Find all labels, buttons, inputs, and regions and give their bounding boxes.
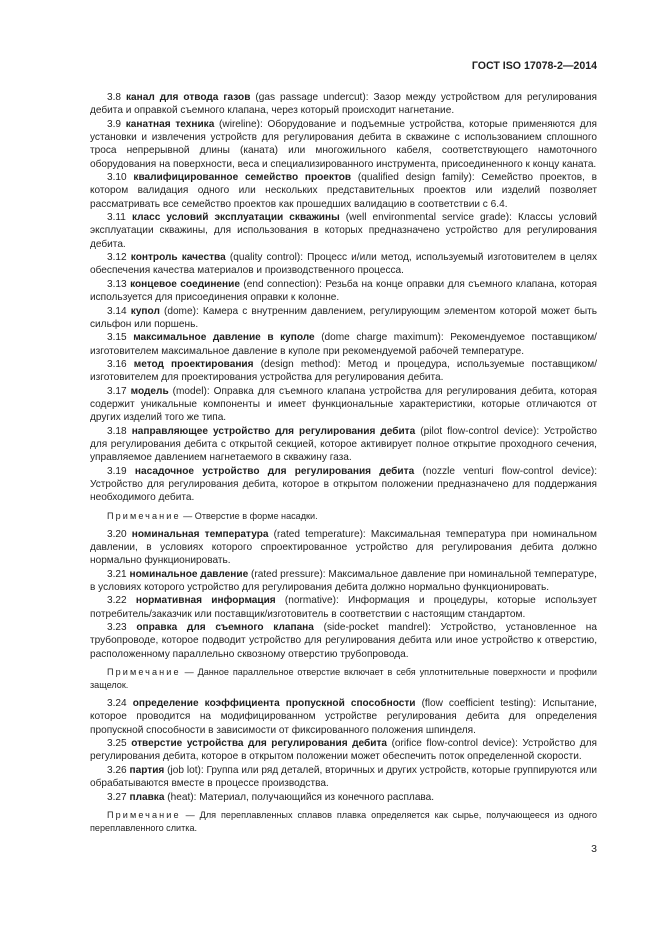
definition-3-18 <box>90 425 597 465</box>
definition-term: модель <box>130 385 169 397</box>
definition-number: 3.26 <box>107 764 127 776</box>
definition-term: квалифицированное семейство проектов <box>133 172 352 184</box>
definition-number: 3.8 <box>107 92 122 103</box>
definition-3-11 <box>90 211 597 251</box>
note-label: Примечание <box>107 809 181 820</box>
definition-3-8 <box>90 91 597 118</box>
note-3-19 <box>90 510 597 523</box>
definition-text: (model): Оправка для съемного клапана устройства для регулирования дебита, которая содержит уникальные компоненты и имеет функциональные характеристики, которые отличаются от других изделий того же типа. <box>90 385 598 424</box>
definition-number: 3.9 <box>107 118 122 130</box>
definition-number: 3.13 <box>107 278 127 290</box>
definition-text: (wireline): Оборудование и подъемные устройства, которые применяются для установки и извлечения устройств для регулирования дебита в скважине с использованием сплошного троса непрерывной длины (каната) или многожильного кабеля, соответствующего намоточного оборудования на поверхности, веса и специализированного инструмента, присоединенного к концу каната. <box>90 118 597 170</box>
definition-text: (quality control): Процесс и/или метод, используемый изготовителем в целях обеспечения качества материалов и производственного процесса. <box>90 252 597 277</box>
definition-text: (side-pocket mandrel): Устройство, установленное на трубопроводе, которое подводит устройство для регулирования дебита или иное устройство к отверстию, расположенному параллельно сквозному отверстию трубопровода. <box>90 622 597 660</box>
definition-term: отверстие устройства для регулирования дебита <box>131 738 388 750</box>
definition-text: (job lot): Группа или ряд деталей, вторичных и других устройств, которые группируются или обрабатываются вместе в процессе производства. <box>90 764 598 790</box>
definition-text: (nozzle venturi flow-control device): Устройство для регулирования дебита, которое в открытом положении предназначено для поддержания необходимого дебита. <box>90 465 597 504</box>
definition-text: (normative): Информация и процедуры, которые использует потребитель/заказчик или поставщик/изготовитель в соответствии с настоящим стандартом. <box>90 595 597 620</box>
definition-text: (heat): Материал, получающийся из конечного расплава. <box>167 791 435 803</box>
definition-number: 3.16 <box>107 358 127 370</box>
definition-3-16 <box>90 358 597 385</box>
note-text: — Для переплавленных сплавов плавка определяется как сырье, получающееся из одного переплавленного слитка. <box>90 809 598 833</box>
note-text: — Данное параллельное отверстие включает в себя уплотнительные поверхности и профили защелок. <box>90 667 598 691</box>
definition-3-14 <box>90 305 597 332</box>
definition-term: определение коэффициента пропускной способности <box>132 698 416 710</box>
definition-3-25 <box>90 737 597 764</box>
definition-term: номинальная температура <box>131 528 269 540</box>
definition-term: канатная техника <box>125 118 215 130</box>
note-3-27 <box>90 809 597 835</box>
note-label: Примечание <box>107 510 181 521</box>
definition-number: 3.17 <box>107 385 127 397</box>
definition-term: контроль качества <box>130 252 226 264</box>
definition-number: 3.25 <box>107 738 127 750</box>
definition-number: 3.10 <box>107 172 127 184</box>
definition-number: 3.19 <box>107 465 127 477</box>
definition-term: максимальное давление в куполе <box>133 332 315 344</box>
definition-3-22 <box>90 594 597 621</box>
document-body <box>90 91 597 840</box>
definition-number: 3.15 <box>107 332 127 344</box>
definition-term: направляющее устройство для регулирования дебита <box>131 425 416 437</box>
definition-text: (dome): Камера с внутренним давлением, регулирующим элементом которой может быть сильфон или поршень. <box>90 305 597 330</box>
definition-text: (pilot flow-control device): Устройство для регулирования дебита с открытой секцией, которое активирует полное открытие проходного сечения, управляемое давлением нагнетаемого в скважину газа. <box>90 425 597 464</box>
definition-3-12 <box>90 251 597 278</box>
definition-number: 3.20 <box>107 528 127 540</box>
definition-term: класс условий эксплуатации скважины <box>131 212 340 224</box>
definition-3-15 <box>90 331 597 358</box>
definition-text: (rated pressure): Максимальное давление при номинальной температуре, в условиях которого устройство для регулирования дебита должно нормально функционировать. <box>90 568 597 594</box>
definition-number: 3.23 <box>107 622 127 634</box>
definition-term: нормативная информация <box>135 595 276 607</box>
definition-term: плавка <box>129 791 165 803</box>
definition-number: 3.27 <box>107 791 127 803</box>
definition-text: (dome charge maximum): Рекомендуемое поставщиком/изготовителем максимальное давление в куполе при рекомендуемой рабочей температуре. <box>90 332 597 357</box>
definition-number: 3.12 <box>107 252 127 264</box>
definition-term: купол <box>130 305 160 317</box>
definition-3-17 <box>90 385 597 425</box>
definition-3-21 <box>90 568 597 595</box>
definition-text: (rated temperature): Максимальная температура при номинальном давлении, в условиях которого спроектированное устройство для регулирования дебита должно нормально функционировать. <box>90 528 597 567</box>
definition-number: 3.18 <box>107 425 127 437</box>
definition-term: метод проектирования <box>133 358 254 370</box>
definition-number: 3.22 <box>107 595 127 607</box>
definition-number: 3.14 <box>107 305 127 317</box>
definition-term: партия <box>129 764 165 776</box>
definition-term: оправка для съемного клапана <box>136 622 314 634</box>
definition-3-24 <box>90 697 597 737</box>
definition-text: (orifice flow-control device): Устройство для регулирования дебита, которое в открытом положении может обеспечить поток определенной скорости. <box>90 738 597 763</box>
definition-number: 3.21 <box>107 568 127 580</box>
definition-number: 3.24 <box>107 698 127 710</box>
standard-designation: ГОСТ ISO 17078-2—2014 <box>471 60 597 72</box>
definition-text: (flow coefficient testing): Испытание, которое проводится на модифицированном устройстве регулирования дебита для определения пропускной способности в зависимости от фиксированного положения шпинделя. <box>90 698 597 736</box>
definition-text: (gas passage undercut): Зазор между устройством для регулирования дебита и оправкой съемного клапана, через который происходит нагнетание. <box>90 92 597 117</box>
definition-term: канал для отвода газов <box>126 92 251 103</box>
definition-term: концевое соединение <box>130 278 240 290</box>
note-text: — Отверстие в форме насадки. <box>183 510 318 521</box>
definition-term: номинальное давление <box>129 568 249 580</box>
definition-3-19 <box>90 465 597 505</box>
note-3-23 <box>90 666 597 692</box>
definition-3-9 <box>90 118 597 171</box>
definition-number: 3.11 <box>107 212 126 224</box>
definition-text: (well environmental service grade): Классы условий эксплуатации скважины, для использования в которых предназначено устройство для регулирования дебита. <box>90 212 597 250</box>
definition-text: (design method): Метод и процедура, используемые поставщиком/изготовителем для проектирования устройства для регулирования дебита. <box>90 358 597 384</box>
definition-3-13 <box>90 278 597 305</box>
page-number: 3 <box>591 843 597 855</box>
definition-3-27 <box>90 791 597 804</box>
definition-text: (end connection): Резьба на конце оправки для съемного клапана, которая используется для присоединения оправки к колонне. <box>90 278 598 304</box>
definition-3-26 <box>90 764 597 791</box>
definition-3-10 <box>90 171 597 211</box>
note-label: Примечание <box>107 667 181 678</box>
definition-term: насадочное устройство для регулирования дебита <box>134 465 415 477</box>
definition-3-23 <box>90 621 597 661</box>
definition-text: (qualified design family): Семейство проектов, в котором валидация одного или нескольких представительных проектов или изделий позволяет рассматривать все семейство проектов как прошедших валидацию в соответствии с 6.4. <box>90 172 597 210</box>
definition-3-20 <box>90 528 597 568</box>
